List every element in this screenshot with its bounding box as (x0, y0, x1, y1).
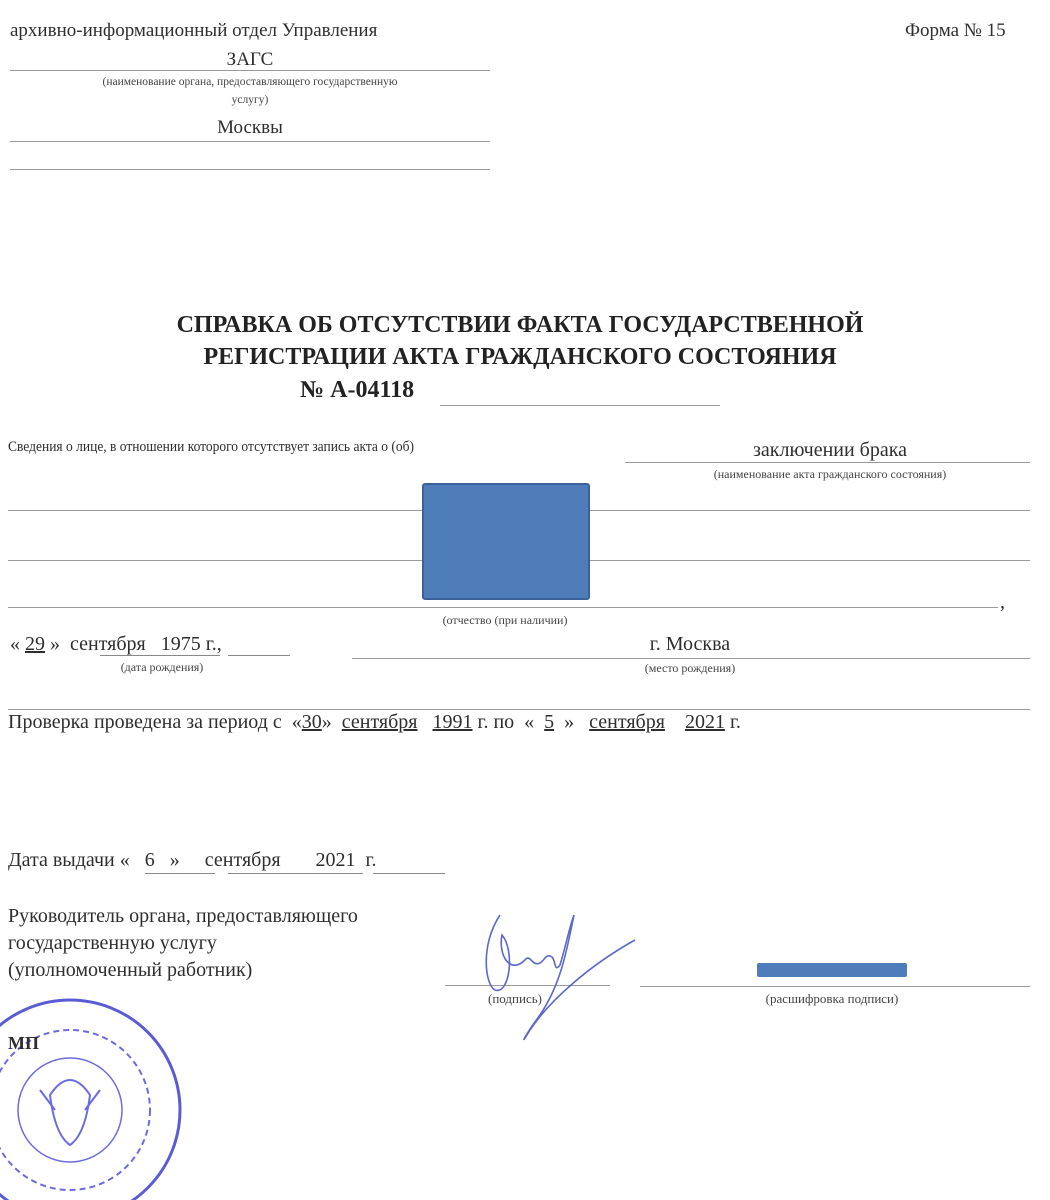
title-line1: СПРАВКА ОБ ОТСУТСТВИИ ФАКТА ГОСУДАРСТВЕННОЙ (176, 312, 864, 338)
patronymic-caption: (отчество (при наличии) (442, 613, 568, 627)
redaction-box (422, 483, 590, 600)
signature-caption: (подпись) (488, 991, 542, 1006)
divider (10, 70, 490, 71)
to-day: 5 (544, 711, 555, 733)
to-year: 2021 (684, 711, 725, 733)
person-intro: Сведения о лице, в отношении которого отсутствует запись акта о (об) (8, 439, 415, 455)
name-redaction (757, 963, 907, 977)
divider (440, 405, 720, 406)
act-name: заключении брака (752, 439, 908, 461)
org-line2: ЗАГС (226, 49, 274, 70)
check-period: Проверка проведена за период с «30» сентября 1991 г. по « 5 » сентября 2021 г. (8, 711, 741, 733)
divider (625, 462, 1030, 463)
check-by: г. по (477, 711, 515, 733)
birth-day: 29 (25, 633, 45, 655)
org-caption-2: услугу) (231, 94, 269, 106)
org-line3: Москвы (217, 117, 283, 138)
issue-year: 2021 (315, 849, 356, 871)
birth-place-caption: (место рождения) (644, 661, 736, 675)
birth-place: г. Москва (649, 633, 731, 655)
name-line (640, 986, 1030, 987)
divider (228, 655, 290, 656)
birth-year: 1975 (160, 633, 201, 655)
issue-day: 6 (144, 849, 155, 871)
stamp-label: МП (8, 1033, 39, 1053)
issue-label: Дата выдачи (8, 849, 115, 871)
official-stamp-icon (0, 995, 195, 1200)
patronymic-line (8, 607, 998, 608)
signatory-line2: государственную услугу (8, 932, 217, 954)
divider (352, 658, 1030, 659)
issue-suffix: г. (365, 849, 377, 871)
birth-month: сентября (70, 633, 146, 655)
issue-month: сентября (204, 849, 281, 871)
org-caption: (наименование органа, предоставляющего государственную (102, 76, 398, 88)
comma: , (1000, 591, 1005, 613)
birth-date: « 29 » сентября 1975 г., (10, 633, 222, 655)
certificate-number: № А-04118 (300, 377, 415, 403)
divider (8, 709, 1030, 710)
divider (100, 655, 220, 656)
divider (10, 141, 490, 142)
from-year: 1991 (432, 711, 473, 733)
issue-date: Дата выдачи « 6 » сентября 2021 г. (8, 849, 377, 871)
to-month: сентября (589, 711, 665, 733)
name-caption: (расшифровка подписи) (765, 991, 899, 1006)
birth-date-caption: (дата рождения) (120, 660, 204, 674)
title-line2: РЕГИСТРАЦИИ АКТА ГРАЖДАНСКОГО СОСТОЯНИЯ (203, 344, 837, 370)
org-line1: архивно-информационный отдел Управления (10, 20, 378, 41)
act-caption: (наименование акта гражданского состояния) (713, 467, 947, 481)
from-day: 30 (301, 711, 322, 733)
divider (373, 873, 445, 874)
divider (228, 873, 363, 874)
divider (145, 873, 215, 874)
birth-year-suffix: г., (205, 633, 222, 655)
from-month: сентября (341, 711, 418, 733)
check-suffix: г. (729, 711, 741, 733)
signatory-line3: (уполномоченный работник) (8, 959, 253, 981)
divider (10, 169, 490, 170)
check-prefix: Проверка проведена за период с (8, 711, 282, 733)
signature-icon (470, 905, 650, 1055)
signatory-line1: Руководитель органа, предоставляющего (8, 905, 358, 927)
form-number: Форма № 15 (905, 20, 1006, 41)
